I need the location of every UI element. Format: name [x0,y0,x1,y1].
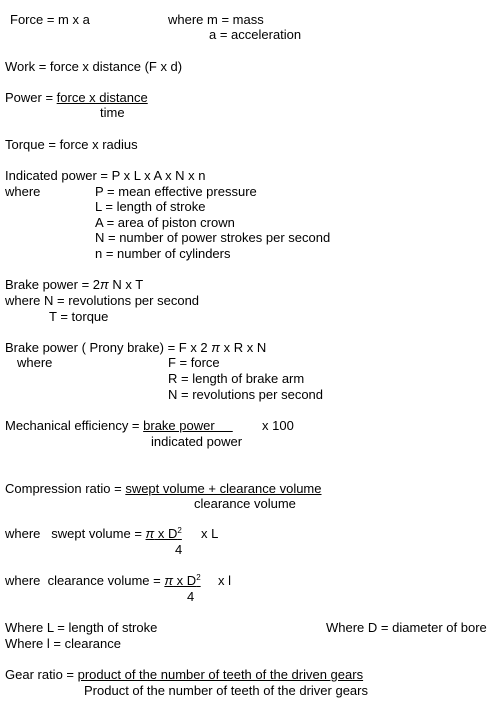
power-denominator: time [100,105,125,120]
indicated-power-def: n = number of cylinders [95,246,231,261]
mechanical-efficiency-times: x 100 [262,418,294,433]
force-where-m: where m = mass [168,12,264,27]
compression-ratio-numerator: swept volume + clearance volume [125,481,322,496]
clearance-volume-numerator: π x $D^2$ [164,573,201,588]
force-a-definition: a = acceleration [209,27,302,42]
indicated-power-formula: Indicated power = P x L x A x N x n [5,168,206,183]
compression-ratio-denominator: clearance volume [194,496,296,511]
mechanical-efficiency-formula: Mechanical efficiency = brake power [5,418,233,433]
prony-brake-formula: Brake power ( Prony brake) = F x 2 π x R x N [5,340,267,355]
prony-where: where [17,355,53,370]
brake-power-formula: Brake power = 2π N x T [5,277,144,292]
indicated-power-where: where [5,184,41,199]
clearance-volume-formula: where clearance volume = π x $D^2$ [5,573,201,588]
indicated-power-def: P = mean effective pressure [95,184,257,199]
prony-def: F = force [168,355,220,370]
prony-def: N = revolutions per second [168,387,324,402]
indicated-power-def: N = number of power strokes per second [95,230,331,245]
power-numerator: force x distance [56,90,148,105]
pi-symbol: π [100,277,109,292]
indicated-power-def: L = length of stroke [95,199,206,214]
brake-power-where-n: where N = revolutions per second [5,293,200,308]
mechanical-efficiency-denominator: indicated power [151,434,243,449]
clearance-volume-times: x l [218,573,231,588]
work-formula: Work = force x distance (F x d) [5,59,183,74]
force-formula: Force = m x a [10,12,90,27]
mechanical-efficiency-numerator: brake power [143,418,233,433]
indicated-power-def: A = area of piston crown [95,215,235,230]
prony-def: R = length of brake arm [168,371,305,386]
clearance-volume-denominator: 4 [187,589,195,604]
torque-formula: Torque = force x radius [5,137,138,152]
gear-ratio-numerator: product of the number of teeth of the driven gears [77,667,364,682]
compression-ratio-formula: Compression ratio = swept volume + clearance volume [5,481,322,496]
where-l-definition: Where L = length of stroke [5,620,158,635]
swept-volume-numerator: π x $D^2$ [145,526,182,541]
gear-ratio-denominator: Product of the number of teeth of the driver gears [84,683,368,698]
power-formula: Power = force x distance [5,90,148,105]
swept-volume-times: x L [201,526,219,541]
swept-volume-denominator: 4 [175,542,183,557]
brake-power-t-definition: T = torque [49,309,109,324]
where-d-definition: Where D = diameter of bore [326,620,487,635]
swept-volume-formula: where swept volume = π x $D^2$ [5,526,182,541]
where-clearance-definition: Where l = clearance [5,636,121,651]
pi-symbol: π [211,340,220,355]
gear-ratio-formula: Gear ratio = product of the number of teeth of the driven gears [5,667,364,682]
